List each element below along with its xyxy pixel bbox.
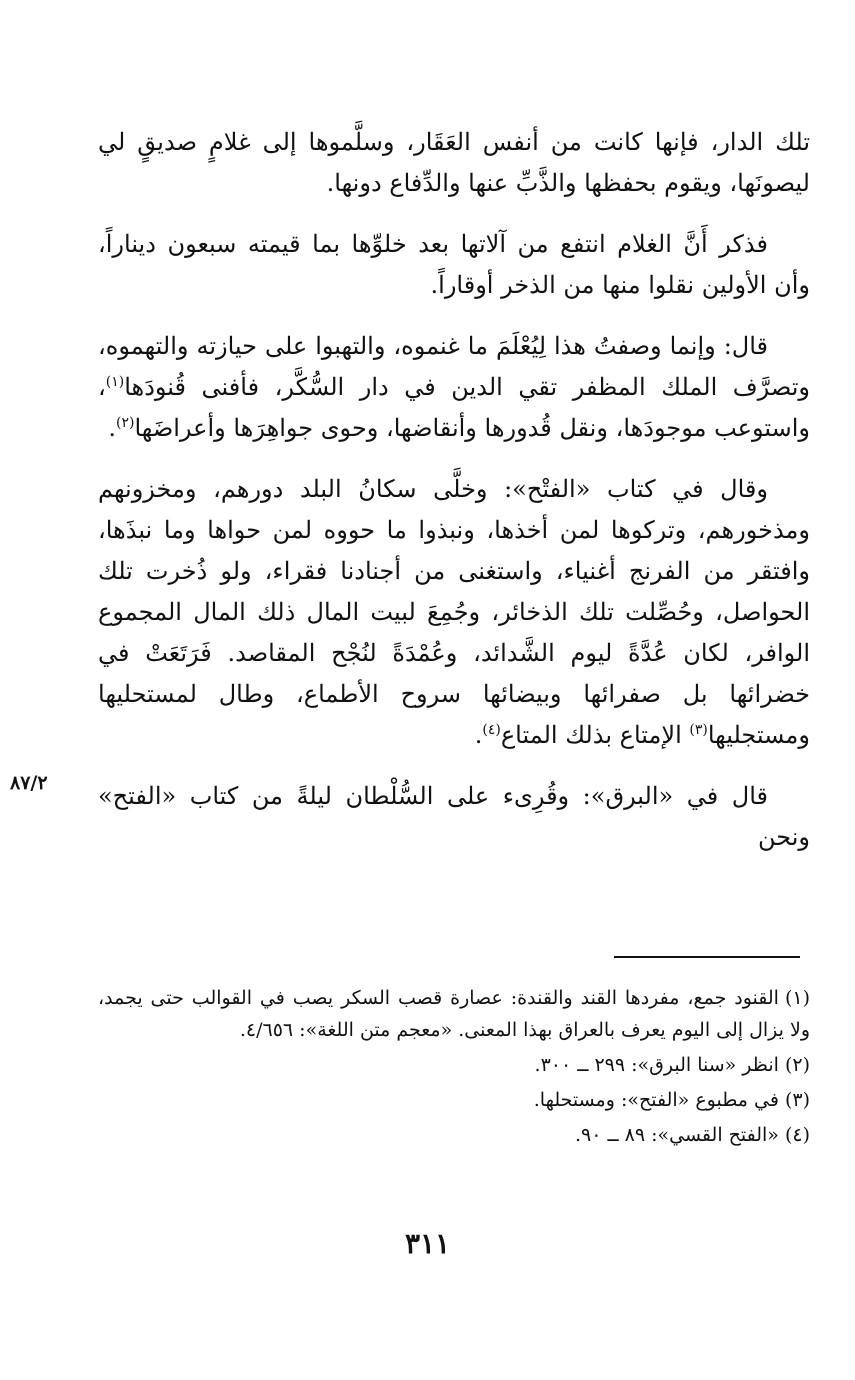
paragraph-4	[98, 469, 810, 756]
footnote-reference: (٣)	[689, 722, 708, 738]
paragraph-2	[98, 224, 810, 306]
page-number: ٣١١	[404, 1227, 451, 1260]
footnote-number: (٣)	[784, 1089, 810, 1111]
footnotes	[98, 982, 810, 1154]
paragraph-3	[98, 326, 810, 449]
paragraph-text: .	[474, 721, 483, 749]
footnote-reference: (٤)	[482, 722, 501, 738]
footnote-number: (١)	[784, 987, 810, 1009]
paragraph-text: ، واستوعب موجودَها، ونقل قُدورها وأنقاضها، وحوى جواهِرَها وأعراضَها	[98, 373, 810, 442]
footnote-number: (٤)	[784, 1124, 810, 1146]
paragraph-text: الإمتاع بذلك المتاع	[500, 721, 690, 749]
footnote-2	[98, 1049, 810, 1081]
footnote-1	[98, 982, 810, 1046]
paragraph-text: فذكر أَنَّ الغلام انتفع من آلاتها بعد خلوِّها بما قيمته سبعون ديناراً، وأن الأولين نقلوا منها من الذخر أوقاراً.	[98, 230, 810, 299]
footnote-reference: (١)	[105, 374, 125, 390]
footnote-4	[98, 1119, 810, 1151]
footnote-text: انظر «سنا البرق»: ٢٩٩ ــ ٣٠٠.	[534, 1054, 779, 1076]
footnote-divider	[614, 956, 800, 958]
margin-note: ٨٧/٢	[10, 772, 48, 794]
paragraph-text: وقال في كتاب «الفتْح»: وخلَّى سكانُ البلد دورهم، ومخزونهم ومذخورهم، وتركوها لمن أخذها، ونبذوا ما حووه لمن حواها وما نبذَها، وافتقر من الفرنج أغنياء، واستغنى من أجنادنا فقراء، ولو ذُخرت تلك الحواصل، وحُصِّلت تلك الذخائر، وجُمِعَ لبيت المال ذلك المال المجموع الوافر، لكان عُدَّةً ليوم الشَّدائد، وعُمْدَةً لنُجْح المقاصد. فَرَتَعَتْ في خضرائها بل صفرائها وبيضائها سروح الأطماع، وطال لمستحليها ومستجليها	[98, 475, 811, 749]
footnote-text: في مطبوع «الفتح»: ومستحلها.	[533, 1089, 779, 1111]
footnote-number: (٢)	[784, 1054, 810, 1076]
footnote-3	[98, 1084, 810, 1116]
paragraph-5	[98, 776, 810, 858]
paragraph-text: قال: وإنما وصفتُ هذا لِيُعْلَمَ ما غنموه، والتهبوا على حيازته والتهموه، وتصرَّف الملك المظفر تقي الدين في دار السُّكَّر، فأفنى قُنودَها	[98, 332, 810, 401]
footnote-reference: (٢)	[116, 415, 135, 431]
paragraph-text: .	[108, 414, 117, 442]
paragraph-text: تلك الدار، فإنها كانت من أنفس العَقَار، وسلَّموها إلى غلامٍ صديقٍ لي ليصونَها، ويقوم بحفظها والذَّبِّ عنها والدِّفاع دونها.	[98, 128, 810, 197]
paragraph-1	[98, 122, 810, 204]
footnote-text: «الفتح القسي»: ٨٩ ــ ٩٠.	[574, 1124, 779, 1146]
paragraph-text: قال في «البرق»: وقُرِىء على السُّلْطان ليلةً من كتاب «الفتح» ونحن	[98, 782, 810, 851]
main-text	[98, 122, 810, 878]
footnote-text: القنود جمع، مفردها القند والقندة: عصارة قصب السكر يصب في القوالب حتى يجمد، ولا يزال إلى اليوم يعرف بالعراق بهذا المعنى. «معجم متن اللغة»: ٤/٦٥٦.	[98, 987, 810, 1041]
